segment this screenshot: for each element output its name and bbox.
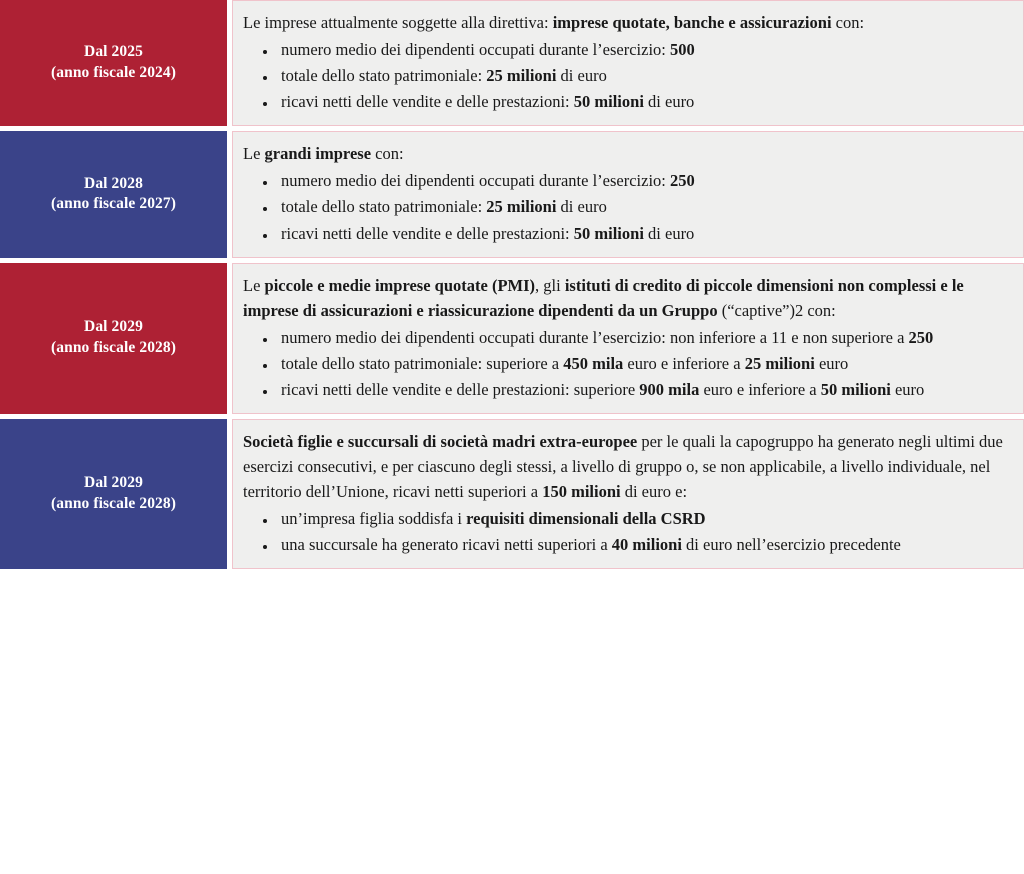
- bullet-pre: un’impresa figlia soddisfa i: [281, 509, 467, 529]
- bullet-bold: 500: [669, 40, 695, 60]
- list-item: [277, 168, 1009, 193]
- table-row: [0, 0, 1024, 126]
- intro-post: con:: [831, 13, 865, 32]
- list-item: [277, 194, 1009, 219]
- row-label-line1: Dal 2029: [84, 474, 143, 492]
- list-item: [277, 221, 1009, 246]
- bullet-bold: 250: [908, 327, 934, 347]
- bullet-post: di euro: [643, 223, 695, 243]
- bullet-bold: 50 milioni: [573, 223, 644, 243]
- table-row: [0, 131, 1024, 257]
- intro-bold2: istituti di credito di piccole dimensioni non complessi e le imprese di assicurazioni e riassicurazione dipendenti da un Gruppo: [243, 275, 964, 320]
- row-intro-paragraph: [243, 10, 1009, 35]
- requirements-list: [243, 37, 1009, 114]
- row-label-cell-1: [0, 0, 227, 126]
- list-item: [277, 506, 1009, 531]
- row-intro-paragraph: [243, 429, 1009, 504]
- intro-pre: Le: [243, 275, 265, 295]
- row-intro-paragraph: [243, 141, 1009, 166]
- list-item: [277, 325, 1009, 350]
- bullet-mid: euro e inferiore a: [699, 379, 821, 399]
- row-content-cell-2: [232, 131, 1024, 257]
- row-label-line2: (anno fiscale 2024): [50, 64, 177, 82]
- table-row: [0, 419, 1024, 569]
- row-label-line2: (anno fiscale 2027): [50, 195, 177, 213]
- row-label-line1: Dal 2028: [84, 174, 143, 192]
- bullet-post: di euro: [556, 197, 607, 217]
- bullet-bold: 25 milioni: [486, 197, 557, 217]
- intro-bold: Società figlie e succursali di società madri extra-europee: [243, 432, 638, 452]
- bullet-pre: ricavi netti delle vendite e delle prestazioni:: [281, 223, 574, 243]
- row-label-cell-4: [0, 419, 227, 569]
- intro-bold2: 150 milioni: [542, 482, 621, 502]
- bullet-pre: ricavi netti delle vendite e delle prestazioni:: [281, 92, 574, 112]
- intro-bold: piccole e medie imprese quotate (PMI): [264, 275, 536, 295]
- bullet-bold2: 25 milioni: [744, 353, 815, 373]
- table-row: [0, 263, 1024, 414]
- requirements-list: [243, 325, 1009, 402]
- bullet-pre: numero medio dei dipendenti occupati durante l’esercizio:: [281, 40, 670, 60]
- row-label-line1: Dal 2029: [84, 318, 143, 336]
- row-label-line2: (anno fiscale 2028): [50, 339, 177, 357]
- bullet-post: euro: [814, 353, 849, 373]
- requirements-list: [243, 506, 1009, 557]
- intro-pre: Le: [243, 144, 265, 164]
- bullet-post: di euro: [556, 66, 607, 86]
- row-label-line2: (anno fiscale 2028): [50, 495, 177, 513]
- list-item: [277, 532, 1009, 557]
- bullet-pre: numero medio dei dipendenti occupati durante l’esercizio: non inferiore a 11 e non superiore a: [281, 327, 909, 347]
- bullet-mid: euro e inferiore a: [623, 353, 745, 373]
- intro-pre: Le imprese attualmente soggette alla direttiva:: [243, 13, 553, 32]
- bullet-bold: 450 mila: [563, 353, 624, 373]
- bullet-post: euro: [890, 379, 925, 399]
- bullet-bold: requisiti dimensionali della CSRD: [466, 509, 706, 529]
- row-content-cell-4: [232, 419, 1024, 569]
- list-item: [277, 37, 1009, 62]
- intro-bold: imprese quotate, banche e assicurazioni: [552, 13, 832, 32]
- bullet-pre: totale dello stato patrimoniale: superiore a: [281, 353, 564, 373]
- row-label-line1: Dal 2025: [84, 43, 143, 61]
- list-item: [277, 377, 1009, 402]
- bullet-bold: 40 milioni: [611, 535, 682, 555]
- intro-post: con:: [371, 144, 404, 164]
- list-item: [277, 351, 1009, 376]
- requirements-list: [243, 168, 1009, 245]
- intro-bold: grandi imprese: [264, 144, 372, 164]
- intro-post: di euro e:: [620, 482, 688, 502]
- bullet-pre: una succursale ha generato ricavi netti superiori a: [281, 535, 612, 555]
- bullet-bold: 25 milioni: [486, 66, 557, 86]
- row-content-cell-3: [232, 263, 1024, 414]
- bullet-pre: totale dello stato patrimoniale:: [281, 197, 487, 217]
- list-item: [277, 63, 1009, 88]
- intro-mid: , gli: [535, 275, 565, 295]
- intro-mid: per le quali la capogruppo ha generato negli ultimi due esercizi consecutivi, e per ciascuno degli stessi, a livello di gruppo o, se non applicabile, a livello individuale, nel territorio dell’Unione, ricavi netti superiori a: [243, 432, 1003, 502]
- bullet-bold: 250: [669, 171, 695, 191]
- bullet-bold: 50 milioni: [573, 92, 644, 112]
- bullet-post: di euro nell’esercizio precedente: [681, 535, 901, 555]
- bullet-bold: 900 mila: [639, 379, 700, 399]
- list-item: [277, 89, 1009, 114]
- intro-post: (“captive”)2 con:: [717, 300, 836, 320]
- row-intro-paragraph: [243, 273, 1009, 323]
- bullet-pre: totale dello stato patrimoniale:: [281, 66, 487, 86]
- bullet-pre: ricavi netti delle vendite e delle prestazioni: superiore: [281, 379, 640, 399]
- row-content-cell-1: [232, 0, 1024, 126]
- bullet-bold2: 50 milioni: [820, 379, 891, 399]
- bullet-pre: numero medio dei dipendenti occupati durante l’esercizio:: [281, 171, 670, 191]
- bullet-post: di euro: [643, 92, 695, 112]
- row-label-cell-2: [0, 131, 227, 257]
- row-label-cell-3: [0, 263, 227, 414]
